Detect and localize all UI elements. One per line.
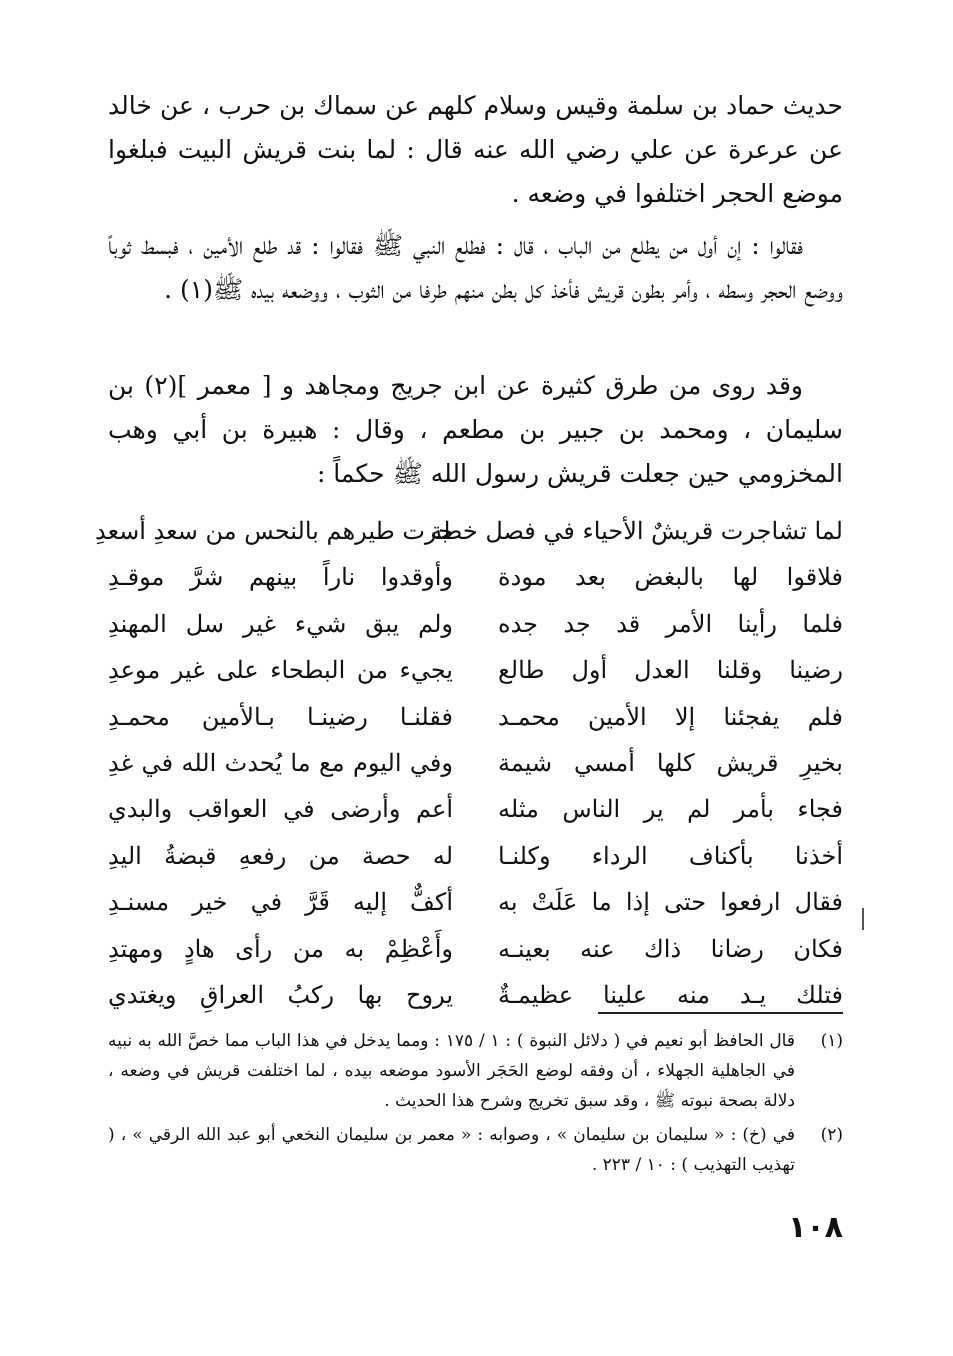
poem-verse [108,554,843,600]
verse-first-hemistich: فلم يفجئنا إلا الأمين محمـد [498,702,843,731]
poem-verse [94,508,843,554]
footnote [108,1120,843,1180]
paragraph-other-narrations [108,364,843,496]
verse-second-hemistich: وفي اليوم مع ما يُحدث الله في غدِ [108,748,453,777]
poem-verse [108,601,843,647]
verse-second-hemistich: أكفٌّ إليه قَرَّ في خير مسنـدِ [108,888,453,917]
paragraph-placing-stone [108,224,843,312]
footnote [108,1026,843,1116]
verse-first-hemistich: فقال ارفعوا حتى إذا ما عَلَتْ به [498,888,843,917]
verse-first-hemistich: رضينا وقلنا العدل أول طالع [498,656,843,685]
verse-first-hemistich: فكان رضانا ذاك عنه بعينـه [498,934,843,963]
scan-edge-mark [862,908,864,930]
verse-first-hemistich: أخذنا بأكناف الرداء وكلنـا [498,841,843,870]
footnotes [108,1026,843,1184]
poem-verse [108,786,843,832]
footnote-divider [598,1012,843,1014]
verse-first-hemistich: فلما رأينا الأمر قد جد جده [498,609,843,638]
verse-second-hemistich: يروح بها ركبُ العراقِ ويغتدي [108,980,453,1009]
poem-verse [108,740,843,786]
paragraph-text: وقد روى من طرق كثيرة عن ابن جريج ومجاهد و [ معمر ](٢) بن سليمان ، ومحمد بن جبير بن مطعم ، وقال : هبيرة بن أبي وهب المخزومي حين جعلت قريش رسول الله ﷺ حكماً : [108,371,843,488]
footnote-number: (٢) [820,1125,843,1145]
verse-second-hemistich: جرت طيرهم بالنحس من سعدِ أسعدِ [94,517,453,545]
footnote-text: قال الحافظ أبو نعيم في ( دلائل النبوة ) : ١ / ١٧٥ : ومما يدخل في هذا الباب مما خصَّ الله به نبيه في الجاهلية الجهلاء ، أن وفقه لوضع الحَجَر الأسود موضعه بيده ، لما اختلفت قريش في وضعه ، دلالة بصحة نبوته ﷺ ، وقد سبق تخريج وشرح هذا الحديث . [108,1031,795,1111]
verse-second-hemistich: وأوقدوا ناراً بينهم شرَّ موقـدِ [108,563,453,592]
poem [94,508,843,1018]
verse-second-hemistich: فقلنـا رضينـا بـالأمين محمـدِ [108,702,453,731]
verse-first-hemistich: بخيرِ قريش كلها أمسي شيمة [498,748,843,777]
paragraph-text: حديث حماد بن سلمة وقيس وسلام كلهم عن سماك بن حرب ، عن خالد عن عرعرة عن علي رضي الله عنه قال : لما بنت قريش البيت فبلغوا موضع الحجر اختلفوا في وضعه . [108,91,843,208]
page-number: ١٠٨ [788,1210,843,1245]
poem-verse [108,833,843,879]
verse-first-hemistich: فجاء بأمر لم ير الناس مثله [498,795,843,824]
footnote-number: (١) [820,1031,843,1051]
poem-verse [108,647,843,693]
poem-verse [108,879,843,925]
verse-first-hemistich: فتلك يـد منه علينا عظيمـةٌ [498,980,843,1009]
verse-second-hemistich: ولم يبق شيء غير سل المهندِ [108,609,453,638]
footnote-text: في (خ) : « سليمان بن سليمان » ، وصوابه : « معمر بن سليمان النخعي أبو عبد الله الرقي » ، ( تهذيب التهذيب ) : ١٠ / ٢٢٣ . [108,1125,795,1175]
poem-verse [108,694,843,740]
verse-second-hemistich: يجيء من البطحاء على غير موعدِ [108,656,453,685]
poem-verse [108,926,843,972]
verse-first-hemistich: فلاقوا لها بالبغض بعد مودة [498,563,843,592]
verse-first-hemistich: لما تشاجرت قريشٌ الأحياء في فصل خطة [430,517,843,545]
verse-second-hemistich: له حصة من رفعهِ قبضةُ اليدِ [108,841,453,870]
verse-second-hemistich: وأَعْظِمْ به من رأى هادٍ ومهتدِ [108,934,453,963]
paragraph-text: فقالوا : إن أول من يطلع من الباب ، قال : فطلع النبي ﷺ فقالوا : قد طلع الأمين ، فبسط ثوباً ووضع الحجر وسطه ، وأمر بطون قريش فأخذ كل بطن منهم طرفا من الثوب ، ووضعه بيده ﷺ(١) . [108,231,843,304]
paragraph-hadith-narration [108,84,843,216]
verse-second-hemistich: أعم وأرضى في العواقب والبدي [108,795,453,824]
